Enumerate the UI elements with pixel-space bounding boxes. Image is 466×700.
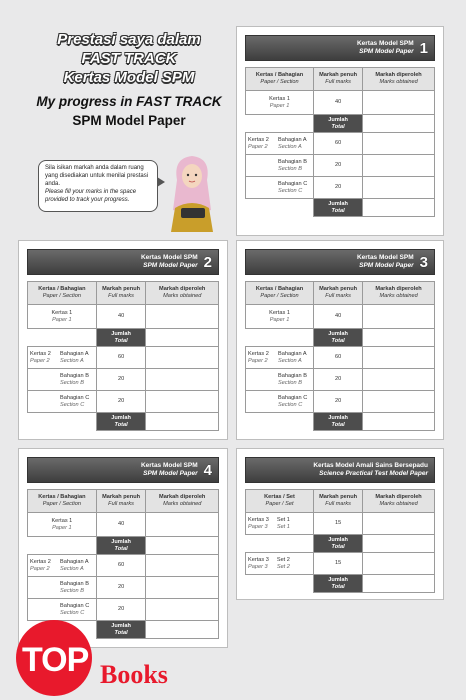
panel-header [245,249,435,275]
col-full-en: Full marks [325,293,351,299]
cell-marks-obtained[interactable] [363,553,435,575]
table-row [246,199,435,217]
cell-section-en: Section B [60,379,84,386]
cell-section: Bahagian C [60,394,90,401]
cell-marks-obtained[interactable] [363,413,435,431]
cell-full-marks: 40 [314,305,363,329]
cell-full-marks: 40 [96,513,146,537]
cell-full-marks: 60 [96,347,146,369]
cell-label: Kertas 3 [248,556,269,563]
cell-full-marks: 60 [314,133,363,155]
logo-text-books: Books [100,660,168,689]
cell-sublabel: Paper 3 [248,563,268,570]
cell-full-marks: 20 [96,599,146,621]
table-row [28,413,219,431]
cell-marks-obtained[interactable] [363,369,435,391]
cell-sublabel: Total [114,545,128,552]
cell-sublabel: Total [331,583,345,590]
cell-marks-obtained[interactable] [363,115,435,133]
panel-header [245,457,435,483]
panel-title-en: Science Practical Test Model Paper [319,470,428,477]
cell-marks-obtained[interactable] [146,555,219,577]
cell-label: Jumlah [111,538,131,545]
panel-model-paper-3 [236,240,444,440]
cell-label: Kertas 2 [248,136,269,143]
cell-sublabel: Total [114,337,128,344]
cell-full-marks: 15 [314,553,363,575]
col-paper-en: Paper / Section [42,501,81,507]
panel-number: 3 [419,253,428,271]
panel-number: 4 [203,461,212,479]
table-header-row [28,282,219,305]
cell-sublabel: Total [331,543,345,550]
title-malay-line1: Prestasi saya dalam [57,31,201,48]
cell-section-en: Section A [60,565,84,572]
cell-sublabel: Paper 2 [248,357,268,364]
col-obtained-en: Marks obtained [379,293,418,299]
cell-label: Kertas 2 [248,350,269,357]
cell-label: Kertas 1 [269,95,290,102]
panel-title: Kertas Model SPM [356,40,414,47]
cell-marks-obtained[interactable] [363,575,435,593]
cell-marks-obtained[interactable] [363,391,435,413]
cell-label: Jumlah [328,330,348,337]
cell-sublabel: Paper 2 [30,357,50,364]
col-obtained-en: Marks obtained [379,79,418,85]
cell-marks-obtained[interactable] [146,305,219,329]
col-paper-en: Paper / Set [265,501,294,507]
table-row [246,115,435,133]
title-malay-line2: FAST TRACK [81,50,177,67]
cell-marks-obtained[interactable] [146,577,219,599]
cell-label: Kertas 3 [248,516,269,523]
cell-sublabel: Paper 2 [30,565,50,572]
cell-marks-obtained[interactable] [146,513,219,537]
cell-label: Jumlah [328,200,348,207]
table-row [246,133,435,155]
cell-label: Jumlah [328,414,348,421]
panel-header [27,457,219,483]
cell-section-en: Section B [60,587,84,594]
cell-marks-obtained[interactable] [146,391,219,413]
table-row [246,347,435,369]
panel-title: Kertas Model SPM [356,254,414,261]
cell-marks-obtained[interactable] [146,413,219,431]
cell-section: Bahagian B [278,158,307,165]
cell-full-marks: 60 [314,347,363,369]
col-paper: Kertas / Bahagian [255,286,304,292]
table-row [246,391,435,413]
panel-model-paper-2 [18,240,228,440]
panel-title-en: SPM Model Paper [359,262,414,269]
cell-full-marks: 20 [314,369,363,391]
cell-section: Bahagian C [278,394,308,401]
table-row [28,537,219,555]
cell-marks-obtained[interactable] [363,535,435,553]
cell-marks-obtained[interactable] [146,537,219,555]
title-english-line2: SPM Model Paper [72,113,186,128]
panel-title-en: SPM Model Paper [143,470,198,477]
cell-label: Kertas 2 [30,558,51,565]
col-full-en: Full marks [108,501,134,507]
cell-section-en: Set 1 [276,523,290,530]
cell-sublabel: Paper 1 [269,102,290,109]
cell-label: Kertas 1 [51,309,73,316]
table-row [28,329,219,347]
table-row [246,369,435,391]
cell-label: Kertas 2 [30,350,51,357]
col-paper: Kertas / Bahagian [38,286,86,292]
cell-sublabel: Total [331,337,345,344]
table-row [246,553,435,575]
cell-section-en: Section A [60,357,84,364]
col-obtained: Markah diperoleh [375,72,422,78]
cell-full-marks: 20 [314,177,363,199]
topbooks-logo [8,616,208,696]
col-obtained: Markah diperoleh [375,286,422,292]
cell-label: Jumlah [111,330,131,337]
cell-marks-obtained[interactable] [363,133,435,155]
cell-sublabel: Total [331,123,345,130]
logo-text-top: TOP [22,641,89,679]
cell-section: Set 1 [276,516,290,523]
cell-section: Bahagian B [60,372,89,379]
cell-section-en: Section C [60,609,85,616]
panel-number: 2 [203,253,212,271]
cell-sublabel: Paper 1 [52,316,72,323]
student-illustration [163,150,221,232]
bubble-text-malay: Sila isikan markah anda dalam ruang yang disediakan untuk menilai prestasi anda. [45,165,149,187]
cell-label: Jumlah [328,576,348,583]
col-paper: Kertas / Bahagian [38,494,86,500]
col-obtained: Markah diperoleh [159,494,206,500]
cell-marks-obtained[interactable] [363,329,435,347]
cell-section-en: Section B [278,165,302,172]
table-row [246,177,435,199]
cell-section-en: Section A [278,357,302,364]
table-row [28,347,219,369]
cell-section: Bahagian A [60,558,89,565]
cell-section-en: Set 2 [276,563,290,570]
col-paper: Kertas / Bahagian [255,72,304,78]
cell-sublabel: Total [331,421,345,428]
table-row [246,513,435,535]
panel-title: Kertas Model SPM [140,462,198,469]
cell-section: Bahagian B [278,372,307,379]
cell-section: Set 2 [276,556,290,563]
col-paper-en: Paper / Section [42,293,81,299]
title-malay-line3: Kertas Model SPM [63,69,195,86]
panel-title-en: SPM Model Paper [143,262,198,269]
col-obtained-en: Marks obtained [163,293,202,299]
table-row [246,305,435,329]
panel-header [27,249,219,275]
cell-label: Jumlah [111,622,131,629]
col-obtained-en: Marks obtained [163,501,202,507]
cell-section: Bahagian A [60,350,89,357]
panel-title-en: SPM Model Paper [359,48,414,55]
col-full: Markah penuh [102,286,141,292]
col-obtained-en: Marks obtained [379,501,418,507]
cell-marks-obtained[interactable] [146,347,219,369]
table-header-row [246,282,435,305]
table-row [28,391,219,413]
panel-science-practical [236,448,444,600]
cell-section: Bahagian B [60,580,89,587]
col-full: Markah penuh [319,286,358,292]
cell-full-marks: 20 [314,391,363,413]
table-row [28,577,219,599]
marks-table [245,489,435,593]
cell-full-marks: 20 [314,155,363,177]
cell-sublabel: Paper 1 [269,316,290,323]
panel-number: 1 [419,39,428,57]
cell-label: Kertas 1 [51,517,73,524]
col-obtained: Markah diperoleh [159,286,206,292]
cell-full-marks: 40 [96,305,146,329]
cell-section-en: Section B [278,379,302,386]
table-row [246,155,435,177]
cell-marks-obtained[interactable] [363,199,435,217]
cell-sublabel: Total [331,207,345,214]
cell-sublabel: Paper 1 [52,524,72,531]
col-paper: Kertas / Set [264,494,295,500]
cell-marks-obtained[interactable] [363,177,435,199]
table-row [246,535,435,553]
col-full: Markah penuh [102,494,141,500]
cell-marks-obtained[interactable] [363,91,435,115]
title-english [25,92,233,130]
title-malay [30,30,228,87]
cell-label: Jumlah [328,536,348,543]
cell-section: Bahagian C [60,602,90,609]
cell-label: Jumlah [328,116,348,123]
col-paper-en: Paper / Section [260,79,299,85]
table-header-row [246,68,435,91]
cell-marks-obtained[interactable] [363,305,435,329]
cell-marks-obtained[interactable] [363,513,435,535]
marks-table [27,281,219,431]
col-full: Markah penuh [319,72,358,78]
cell-full-marks: 60 [96,555,146,577]
table-row [28,513,219,537]
col-full-en: Full marks [325,501,351,507]
cell-marks-obtained[interactable] [146,369,219,391]
cell-sublabel: Total [114,629,128,636]
cell-sublabel: Total [114,421,128,428]
table-row [28,555,219,577]
cell-section: Bahagian C [278,180,308,187]
table-row [246,575,435,593]
col-full-en: Full marks [108,293,134,299]
table-row [246,329,435,347]
cell-sublabel: Paper 3 [248,523,268,530]
marks-table [245,67,435,217]
bubble-text-english: Please fill your marks in the space provided to track your progress. [45,189,137,203]
cell-marks-obtained[interactable] [146,329,219,347]
cell-section-en: Section A [278,143,302,150]
cell-sublabel: Paper 2 [248,143,268,150]
col-full: Markah penuh [319,494,358,500]
cell-full-marks: 15 [314,513,363,535]
title-english-line1: My progress in FAST TRACK [36,94,222,109]
table-header-row [246,490,435,513]
cell-full-marks: 40 [314,91,363,115]
panel-title: Kertas Model Amali Sains Bersepadu [313,462,428,469]
cell-section: Bahagian A [278,136,307,143]
col-paper-en: Paper / Section [260,293,299,299]
table-row [28,369,219,391]
marks-table [245,281,435,431]
panel-model-paper-1 [236,26,444,236]
cell-full-marks: 20 [96,577,146,599]
col-full-en: Full marks [325,79,351,85]
table-row [28,305,219,329]
table-row [246,91,435,115]
cell-section-en: Section C [278,401,303,408]
col-obtained: Markah diperoleh [375,494,422,500]
speech-bubble [38,160,158,212]
table-row [246,413,435,431]
cell-full-marks: 20 [96,369,146,391]
panel-title: Kertas Model SPM [140,254,198,261]
cell-label: Jumlah [111,414,131,421]
cell-marks-obtained[interactable] [363,347,435,369]
cell-section-en: Section C [278,187,303,194]
cell-section-en: Section C [60,401,85,408]
cell-full-marks: 20 [96,391,146,413]
table-header-row [28,490,219,513]
cell-section: Bahagian A [278,350,307,357]
panel-header [245,35,435,61]
cell-marks-obtained[interactable] [363,155,435,177]
cell-label: Kertas 1 [269,309,290,316]
